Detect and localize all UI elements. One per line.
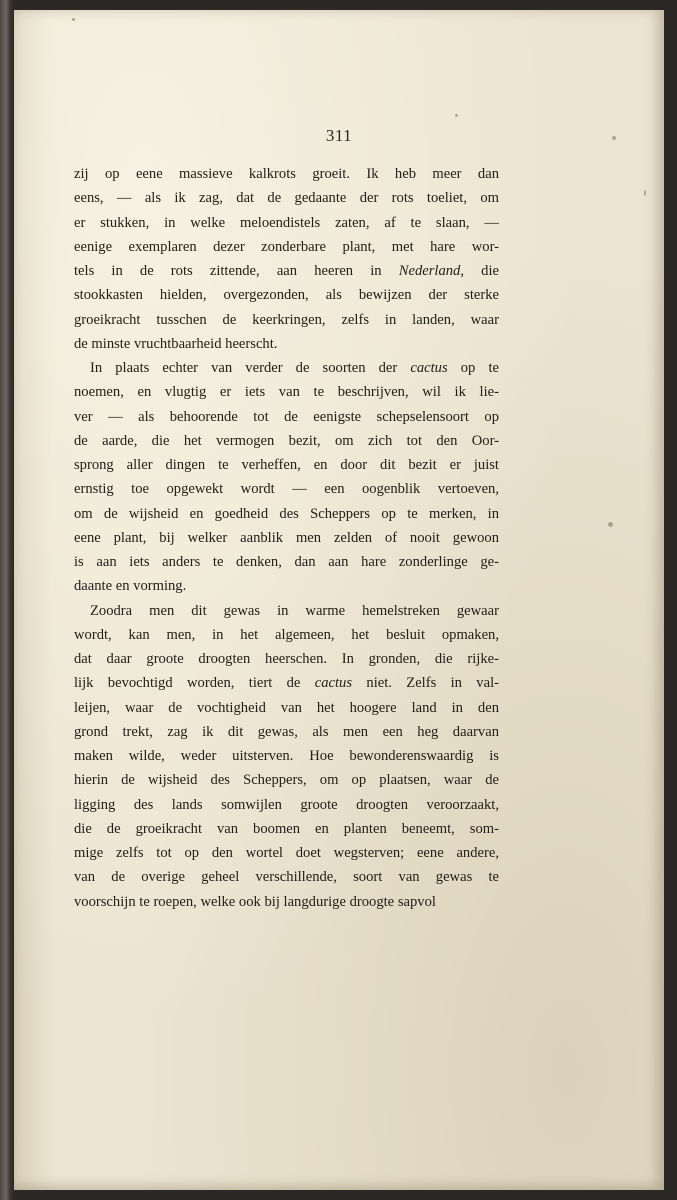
text-line: eene plant, bij welker aanblik men zelden of nooit gewoon <box>74 529 499 546</box>
text-line: eenige exemplaren dezer zonderbare plant, met hare wor- <box>74 238 499 255</box>
text-line: Zoodra men dit gewas in warme hemelstreken gewaar <box>90 602 499 619</box>
text-line: is aan iets anders te denken, dan aan hare zonderlinge ge- <box>74 554 499 570</box>
paper-speck <box>455 114 458 117</box>
text-line: ver — als behoorende tot de eenigste schepselensoort op <box>74 408 499 425</box>
text-line: wordt, kan men, in het algemeen, het besluit opmaken, <box>74 626 499 643</box>
text-line: van de overige geheel verschillende, soort van gewas te <box>74 869 499 886</box>
paper-speck <box>72 18 75 21</box>
paper-speck <box>608 522 613 527</box>
text-line: sprong aller dingen te verheffen, en door dit bezit er juist <box>74 457 499 473</box>
text-line: daante en vorming. <box>74 578 187 595</box>
text-line: noemen, en vlugtig er iets van te beschrijven, wil ik lie- <box>74 384 499 401</box>
paper-speck <box>612 136 616 140</box>
text-line: die de groeikracht van boomen en planten beneemt, som- <box>74 820 499 837</box>
text-line: lijk bevochtigd worden, tiert de cactus niet. Zelfs in val- <box>74 675 499 692</box>
text-line: stookkasten hielden, overgezonden, als bewijzen der sterke <box>74 287 499 304</box>
text-line: er stukken, in welke meloendistels zaten, af te slaan, — <box>74 214 499 231</box>
book-page <box>14 10 664 1190</box>
text-line: maken wilde, weder uitsterven. Hoe bewonderenswaardig is <box>74 748 499 764</box>
text-line: ligging des lands somwijlen groote droogten veroorzaakt, <box>74 796 499 813</box>
text-line: om de wijsheid en goedheid des Scheppers op te merken, in <box>74 505 499 522</box>
text-line: leijen, waar de vochtigheid van het hoogere land in den <box>74 699 499 716</box>
page-number: 311 <box>325 126 353 145</box>
text-line: ernstig toe opgewekt wordt — een oogenblik vertoeven, <box>74 481 499 498</box>
text-line: groeikracht tusschen de keerkringen, zelfs in landen, waar <box>74 311 499 328</box>
text-line: mige zelfs tot op den wortel doet wegsterven; eene andere, <box>74 845 499 861</box>
text-line: zij op eene massieve kalkrots groeit. Ik heb meer dan <box>74 166 499 182</box>
text-line: hierin de wijsheid des Scheppers, om op plaatsen, waar de <box>74 772 499 789</box>
text-line: dat daar groote droogten heerschen. In gronden, die rijke- <box>74 651 499 667</box>
text-line: de aarde, die het vermogen bezit, om zich tot den Oor- <box>74 432 499 449</box>
text-line: tels in de rots zittende, aan heeren in Nederland, die <box>74 263 499 279</box>
text-line: de minste vruchtbaarheid heerscht. <box>74 335 278 352</box>
body-text <box>74 162 499 914</box>
text-line: voorschijn te roepen, welke ook bij langdurige droogte sapvol <box>74 893 436 910</box>
text-line: eens, — als ik zag, dat de gedaante der rots toeliet, om <box>74 190 499 207</box>
text-line: In plaats echter van verder de soorten der cactus op te <box>90 360 499 376</box>
paper-speck <box>644 190 646 196</box>
text-line: grond trekt, zag ik dit gewas, als men een heg daarvan <box>74 723 499 740</box>
